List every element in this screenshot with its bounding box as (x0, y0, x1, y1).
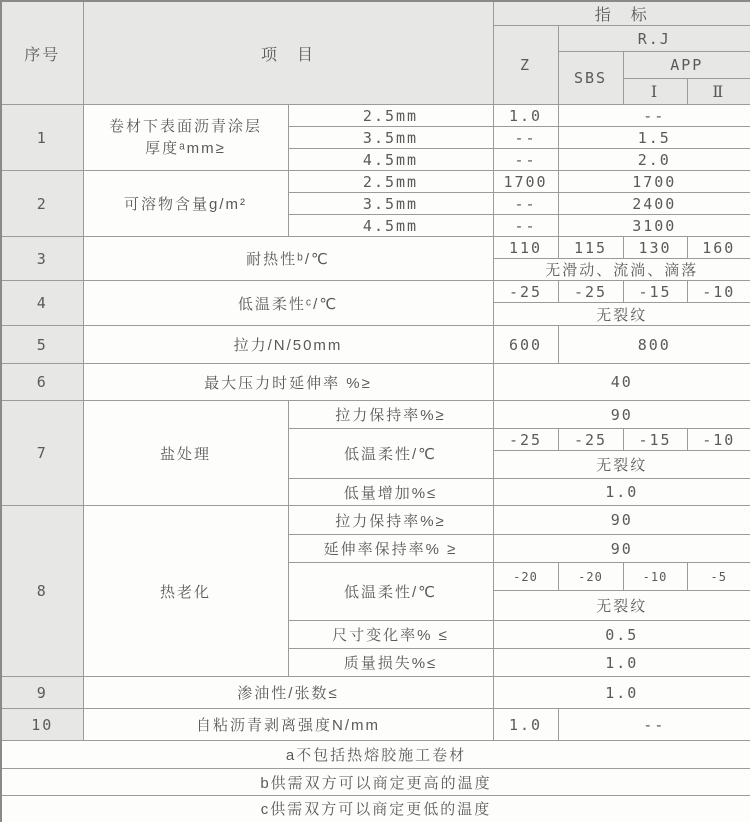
sub-item-label: 尺寸变化率% ≤ (288, 621, 493, 649)
value-cell-app1: 130 (623, 237, 687, 259)
sub-item-label: 拉力保持率%≥ (288, 401, 493, 429)
row-no: 10 (1, 709, 83, 741)
value-cell-z: 1.0 (493, 105, 558, 127)
value-cell-app1: -10 (623, 563, 687, 591)
value-cell-z: 1.0 (493, 709, 558, 741)
value-cell-sbs: 115 (558, 237, 623, 259)
item-group-label: 热老化 (83, 506, 288, 677)
value-cell-z: -- (493, 215, 558, 237)
value-cell: 90 (493, 401, 750, 429)
item-label-line2: 厚度ᵃmm≥ (145, 139, 226, 157)
header-col-sbs: SBS (558, 52, 623, 105)
footnote-row (1, 796, 750, 822)
sub-item-label: 延伸率保持率% ≥ (288, 535, 493, 563)
header-col-index: 指 标 (493, 1, 750, 26)
item-label: 耐热性ᵇ/℃ (83, 237, 493, 281)
sub-item-label: 2.5mm (288, 171, 493, 193)
row-no: 5 (1, 326, 83, 364)
value-cell-z: -25 (493, 429, 558, 451)
value-cell-z: 600 (493, 326, 558, 364)
value-cell-rj: 2400 (558, 193, 750, 215)
item-label-line1: 卷材下表面沥青涂层 (108, 117, 262, 135)
header-col-rj: R.J (558, 26, 750, 52)
item-group-label: 盐处理 (83, 401, 288, 506)
value-cell-z: -20 (493, 563, 558, 591)
value-cell: 90 (493, 535, 750, 563)
table-row (1, 105, 750, 127)
value-cell-z: 1700 (493, 171, 558, 193)
sub-item-label: 4.5mm (288, 215, 493, 237)
header-col-no: 序号 (1, 1, 83, 105)
table-row (1, 326, 750, 364)
value-cell: 1.0 (493, 649, 750, 677)
result-cell: 无裂纹 (493, 303, 750, 326)
header-col-item: 项 目 (83, 1, 493, 105)
header-col-app: APP (623, 52, 750, 79)
value-cell-rj: -- (558, 105, 750, 127)
value-cell-app2: 160 (687, 237, 750, 259)
value-cell-rj: 3100 (558, 215, 750, 237)
row-no: 7 (1, 401, 83, 506)
table-row (1, 171, 750, 193)
value-cell-app1: -15 (623, 429, 687, 451)
value-cell-z: 110 (493, 237, 558, 259)
value-cell: 90 (493, 506, 750, 535)
table-row (1, 677, 750, 709)
value-cell-sbs: -25 (558, 429, 623, 451)
row-no: 3 (1, 237, 83, 281)
sub-item-label: 2.5mm (288, 105, 493, 127)
row-no: 2 (1, 171, 83, 237)
table-row (1, 281, 750, 303)
result-cell: 无滑动、流淌、滴落 (493, 259, 750, 281)
row-no: 6 (1, 364, 83, 401)
row-no: 4 (1, 281, 83, 326)
value-cell-sbs: -25 (558, 281, 623, 303)
row-no: 8 (1, 506, 83, 677)
sub-item-label: 低温柔性/℃ (288, 563, 493, 621)
value-cell: 40 (493, 364, 750, 401)
item-label: 低温柔性ᶜ/℃ (83, 281, 493, 326)
sub-item-label: 拉力保持率%≥ (288, 506, 493, 535)
table-row (1, 364, 750, 401)
sub-item-label: 质量损失%≤ (288, 649, 493, 677)
footnote-row (1, 741, 750, 769)
row-no: 1 (1, 105, 83, 171)
sub-item-label: 3.5mm (288, 127, 493, 149)
item-label: 最大压力时延伸率 %≥ (83, 364, 493, 401)
value-cell-rj: 1700 (558, 171, 750, 193)
sub-item-label: 低温柔性/℃ (288, 429, 493, 479)
value-cell-rj: 800 (558, 326, 750, 364)
table-row (1, 401, 750, 429)
value-cell-app1: -15 (623, 281, 687, 303)
value-cell-rj: -- (558, 709, 750, 741)
item-label: 可溶物含量g/m² (83, 171, 288, 237)
value-cell-app2: -10 (687, 281, 750, 303)
value-cell-z: -- (493, 193, 558, 215)
table-row (1, 709, 750, 741)
row-no: 9 (1, 677, 83, 709)
value-cell-z: -25 (493, 281, 558, 303)
sub-item-label: 3.5mm (288, 193, 493, 215)
footnote-a: a不包括热熔胶施工卷材 (1, 741, 750, 769)
value-cell-sbs: -20 (558, 563, 623, 591)
value-cell: 1.0 (493, 479, 750, 506)
value-cell-rj: 1.5 (558, 127, 750, 149)
value-cell-z: -- (493, 127, 558, 149)
item-label: 自粘沥青剥离强度N/mm (83, 709, 493, 741)
footnote-c: c供需双方可以商定更低的温度 (1, 796, 750, 822)
result-cell: 无裂纹 (493, 451, 750, 479)
sub-item-label: 4.5mm (288, 149, 493, 171)
header-col-z: Z (493, 26, 558, 105)
value-cell-rj: 2.0 (558, 149, 750, 171)
value-cell: 0.5 (493, 621, 750, 649)
item-label (83, 105, 288, 171)
value-cell-app2: -10 (687, 429, 750, 451)
sub-item-label: 低量增加%≤ (288, 479, 493, 506)
value-cell-z: -- (493, 149, 558, 171)
header-col-app-2: Ⅱ (687, 79, 750, 105)
header-col-app-1: Ⅰ (623, 79, 687, 105)
result-cell: 无裂纹 (493, 591, 750, 621)
table-row (1, 237, 750, 259)
item-label: 拉力/N/50mm (83, 326, 493, 364)
header-row-1 (1, 1, 750, 26)
footnote-row (1, 769, 750, 796)
value-cell: 1.0 (493, 677, 750, 709)
footnote-b: b供需双方可以商定更高的温度 (1, 769, 750, 796)
table-row (1, 506, 750, 535)
value-cell-app2: -5 (687, 563, 750, 591)
item-label: 渗油性/张数≤ (83, 677, 493, 709)
